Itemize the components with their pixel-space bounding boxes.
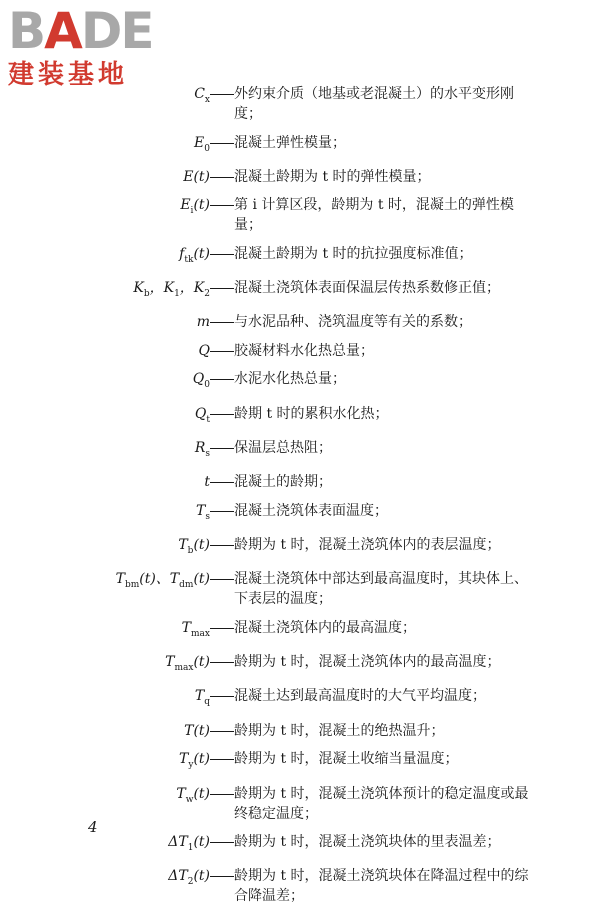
dash (210, 579, 234, 580)
dash (210, 662, 234, 663)
symbol: $T_{max}(t)$ (165, 654, 210, 673)
symbol: Q (198, 342, 210, 359)
entry-eit (0, 195, 600, 235)
symbol: E(t) (183, 168, 210, 185)
symbol: $f_{tk}(t)$ (179, 245, 210, 265)
dash (210, 696, 234, 697)
entry-kb (0, 278, 600, 304)
dash (210, 794, 234, 795)
dash (210, 448, 234, 449)
dash (210, 322, 234, 323)
definition: 外约束介质（地基或老混凝土）的水平变形刚度； (234, 86, 514, 122)
entry-tt (0, 721, 600, 741)
entry-q0 (0, 369, 600, 395)
definition: 保温层总热阻； (234, 439, 332, 456)
definition: 混凝土龄期为 t 时的弹性模量； (234, 168, 431, 185)
logo-wordmark: BADE (8, 2, 153, 60)
entry-rs (0, 438, 600, 464)
symbol: $T_s$ (196, 502, 210, 522)
entry-e0 (0, 133, 600, 159)
definition: 混凝土浇筑体表面保温层传热系数修正值； (234, 280, 500, 297)
page-number: 4 (88, 818, 98, 836)
definition: 混凝土弹性模量； (234, 134, 346, 151)
dash (210, 177, 234, 178)
definition: 与水泥品种、浇筑温度等有关的系数； (234, 314, 472, 331)
dash (210, 628, 234, 629)
definition: 龄期为 t 时，混凝土浇筑体预计的稳定温度或最终稳定温度； (234, 785, 529, 822)
entry-ts (0, 501, 600, 527)
symbol: $E_i(t)$ (180, 197, 210, 217)
symbol: t (204, 474, 210, 491)
symbol: $T_{bm}(t)$、$T_{dm}(t)$ (115, 571, 210, 591)
entry-et (0, 167, 600, 187)
symbol: $T_b(t)$ (178, 537, 210, 556)
entry-q (0, 341, 600, 361)
dash (210, 205, 234, 206)
symbol: m (196, 314, 210, 331)
entry-dt2 (0, 866, 600, 906)
symbol: $R_s$ (194, 439, 210, 459)
symbol: $Q_0$ (192, 371, 210, 391)
symbol: $T_w(t)$ (176, 785, 210, 805)
symbol: $T_y(t)$ (179, 751, 210, 771)
definition: 混凝土达到最高温度时的大气平均温度； (234, 688, 486, 705)
dash (210, 876, 234, 877)
entry-tbm (0, 569, 600, 609)
dash (210, 759, 234, 760)
symbol: $K_b$，$K_1$，$K_2$ (133, 280, 210, 299)
symbol: $\Delta T_2(t)$ (168, 868, 210, 888)
logo-subtitle: 建装基地 (8, 60, 129, 90)
dash (210, 842, 234, 843)
definition: 混凝土浇筑体内的最高温度； (234, 619, 416, 636)
entry-ftk (0, 244, 600, 270)
definition: 龄期为 t 时，混凝土的绝热温升； (234, 722, 445, 739)
dash (210, 511, 234, 512)
symbol-list (0, 84, 600, 915)
definition: 龄期 t 时的累积水化热； (234, 405, 389, 422)
dash (210, 254, 234, 255)
definition: 混凝土浇筑体表面温度； (234, 502, 388, 519)
definition: 龄期为 t 时，混凝土浇筑体内的最高温度； (234, 654, 501, 671)
definition: 龄期为 t 时，混凝土浇筑块体在降温过程中的综合降温差； (234, 868, 529, 905)
definition: 龄期为 t 时，混凝土浇筑体内的表层温度； (234, 537, 501, 554)
symbol: $T_q$ (194, 688, 210, 708)
dash (210, 351, 234, 352)
entry-tmax (0, 618, 600, 644)
symbol: $T_{max}$ (181, 619, 210, 639)
definition: 胶凝材料水化热总量； (234, 342, 374, 359)
symbol: $E_0$ (194, 134, 210, 154)
entry-m (0, 312, 600, 332)
definition: 混凝土的龄期； (234, 474, 332, 491)
dash (210, 731, 234, 732)
symbol: $C_x$ (194, 86, 210, 105)
dash (210, 288, 234, 289)
definition: 混凝土龄期为 t 时的抗拉强度标准值； (234, 245, 473, 262)
dash (210, 545, 234, 546)
entry-ty (0, 749, 600, 775)
definition: 龄期为 t 时，混凝土浇筑块体的里表温差； (234, 834, 501, 851)
entry-t (0, 472, 600, 492)
symbol: T(t) (184, 722, 210, 739)
dash (210, 379, 234, 380)
bade-logo (8, 2, 178, 90)
entry-qt (0, 404, 600, 430)
symbol: $Q_t$ (194, 405, 210, 425)
entry-tmaxt (0, 652, 600, 678)
definition: 混凝土浇筑体中部达到最高温度时，其块体上、下表层的温度； (234, 571, 528, 608)
dash (210, 414, 234, 415)
entry-cx (0, 84, 600, 124)
dash (210, 482, 234, 483)
dash (210, 143, 234, 144)
definition: 第 i 计算区段，龄期为 t 时，混凝土的弹性模量； (234, 197, 514, 234)
definition: 水泥水化热总量； (234, 371, 346, 388)
definition: 龄期为 t 时，混凝土收缩当量温度； (234, 751, 459, 768)
entry-tq (0, 686, 600, 712)
dash (210, 94, 234, 95)
entry-tb (0, 535, 600, 561)
symbol: $\Delta T_1(t)$ (168, 834, 210, 853)
